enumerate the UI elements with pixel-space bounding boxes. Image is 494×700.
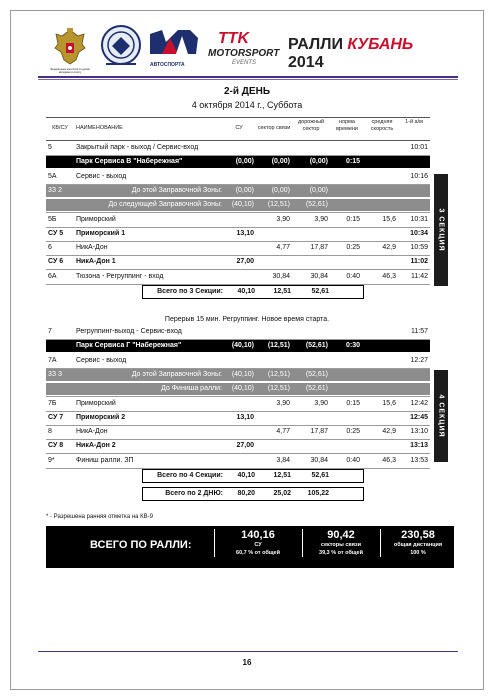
cell-speed: 46,3 [382, 272, 396, 280]
cell-speed: 42,9 [382, 428, 396, 436]
table-row [46, 398, 430, 410]
cell-road: (52,61) [305, 385, 328, 393]
cell-norm: 0:15 [346, 215, 360, 223]
cell-road: 105,22 [307, 490, 329, 498]
cell-kv: 7Б [48, 399, 57, 407]
col-name: НАИМЕНОВАНИЕ [76, 125, 123, 131]
cell-first: 13:53 [410, 456, 428, 464]
cell-kv: 5Б [48, 215, 57, 223]
cell-kv: 5А [48, 172, 57, 180]
cell-name: Парк Сервиса В "Набережная" [76, 158, 183, 166]
cell-first: 12:42 [410, 399, 428, 407]
cell-su: (40,10) [231, 342, 254, 350]
cell-road: 52,61 [311, 288, 329, 295]
grand-total-cell [380, 529, 455, 557]
col-speed: средняя скорость [370, 119, 394, 132]
cell-name: Закрытый парк - выход / Сервис-вход [76, 144, 199, 151]
col-su: СУ [235, 125, 243, 131]
table-row [46, 383, 430, 395]
cell-su: 27,00 [236, 442, 254, 450]
rally-logo-b: КУБАНЬ [347, 36, 414, 53]
cell-norm: 0:40 [346, 272, 360, 280]
rally-logo-a: РАЛЛИ [288, 36, 348, 53]
cell-link: 4,77 [276, 244, 290, 252]
cell-first: 13:10 [410, 428, 428, 436]
table-row [142, 469, 364, 483]
cell-su: 80,20 [237, 490, 255, 498]
col-kv: КВ/СУ [52, 125, 68, 131]
table-row [46, 256, 430, 268]
cell-link: 12,51 [273, 472, 291, 479]
cell-link: 12,51 [273, 288, 291, 295]
cell-name: Всего по 4 Секции: [157, 472, 223, 479]
cell-name: До этой Заправочной Зоны: [131, 370, 222, 378]
cell-road: 3,90 [314, 399, 328, 407]
kka-logo [148, 28, 200, 72]
cell-first: 10:16 [410, 172, 428, 180]
cell-name: До следующей Заправочной Зоны: [108, 201, 222, 209]
cell-su: 27,00 [236, 258, 254, 266]
grand-total-bar [46, 526, 454, 568]
cell-kv: 6А [48, 272, 57, 280]
cell-norm: 0:15 [345, 158, 360, 166]
cell-kv: СУ 6 [48, 258, 64, 266]
day-title: 2-й ДЕНЬ [223, 86, 271, 97]
table-row [46, 171, 430, 183]
grand-su-cell [214, 529, 301, 557]
day-date: 4 октября 2014 г., Суббота [191, 100, 303, 110]
table-row [46, 142, 430, 154]
cell-name: Всего по 2 ДНЮ: [165, 490, 223, 498]
cell-name: Финиш ралли. ЗП [76, 456, 134, 464]
cell-road: 17,87 [310, 244, 328, 252]
cell-name: Парк Сервиса Г "Набережная" [76, 342, 182, 350]
cell-su: 13,10 [236, 413, 254, 421]
org-caption: Федеральное агентство по делам молодёжи и спорту [50, 68, 90, 74]
cell-link: (12,51) [267, 342, 290, 350]
cell-link: 30,84 [272, 272, 290, 280]
cell-speed: 15,6 [382, 399, 396, 407]
cell-speed: 46,3 [382, 456, 396, 464]
header-divider [38, 76, 458, 78]
table-row [46, 326, 430, 338]
cell-name: Приморский 2 [76, 413, 126, 421]
grand-total-label: ВСЕГО ПО РАЛЛИ: [90, 539, 192, 551]
table-row [46, 199, 430, 211]
table-row [46, 185, 430, 197]
col-first: 1-й а/м [405, 119, 423, 125]
cell-su: 40,10 [237, 288, 255, 295]
table-row [46, 156, 430, 168]
ttk-motorsport-logo [208, 30, 278, 70]
header-divider-thin [38, 79, 458, 80]
table-row [46, 271, 430, 283]
cell-link: 4,77 [276, 428, 290, 436]
cell-name: Сервис - выход [76, 356, 127, 364]
cell-road: (0,00) [309, 186, 328, 194]
table-row [46, 228, 430, 240]
cell-kv: 5 [48, 144, 52, 151]
grand-link-caption: секторы связи [320, 542, 362, 548]
cell-name: До Финиша ралли: [161, 385, 222, 393]
cell-name: Сервис - выход [76, 172, 127, 180]
table-row [46, 455, 430, 467]
cell-kv: 9* [48, 456, 55, 464]
cell-kv: СУ 5 [48, 229, 64, 237]
cell-name: НикА-Дон [76, 428, 108, 436]
grand-link-cell [302, 529, 379, 557]
cell-name: НикА-Дон 2 [76, 442, 116, 450]
table-row [46, 340, 430, 352]
cell-kv: СУ 8 [48, 442, 64, 450]
ttk-logo-text: TTK [218, 30, 250, 47]
cell-name: НикА-Дон [76, 244, 108, 252]
cell-name: Регруппинг-выход - Сервис-вход [76, 328, 182, 335]
cell-first: 10:34 [410, 229, 428, 237]
cell-road: (52,61) [305, 370, 328, 378]
rsv-caption: АВТОСПОРТА [150, 62, 185, 68]
cell-name: НикА-Дон 1 [76, 258, 116, 266]
cell-link: 3,90 [276, 399, 290, 407]
cell-first: 13:13 [410, 442, 428, 450]
cell-name: До этой Заправочной Зоны: [131, 186, 222, 194]
grand-link-pct: 39,3 % от общей [319, 550, 363, 556]
cell-first: 11:02 [410, 258, 428, 266]
cell-kv: 6 [48, 244, 52, 252]
cell-norm: 0:25 [346, 428, 360, 436]
cell-first: 12:27 [410, 356, 428, 364]
cell-su: 13,10 [236, 229, 254, 237]
cell-kv: 7 [48, 328, 52, 335]
table-row [142, 285, 364, 299]
cell-link: 3,84 [276, 456, 290, 464]
grand-link-value: 90,42 [327, 529, 355, 541]
page-number: 16 [242, 658, 252, 667]
cell-speed: 42,9 [382, 244, 396, 252]
footnote: * - Разрешена ранняя отметка на КВ-9 [46, 514, 153, 520]
cell-road: 17,87 [310, 428, 328, 436]
raf-emblem-logo [100, 24, 142, 70]
cell-kv: 3З 3 [48, 370, 62, 378]
table-row [142, 487, 364, 501]
table-row [46, 369, 430, 381]
table-row [46, 426, 430, 438]
cell-road: 30,84 [310, 272, 328, 280]
col-link: сектор связи [257, 125, 291, 131]
cell-name: Приморский 1 [76, 229, 126, 237]
section-4-label: 4 СЕКЦИЯ [434, 370, 448, 462]
cell-link: (0,00) [271, 158, 290, 166]
logo-strip [48, 22, 448, 82]
cell-link: 3,90 [276, 215, 290, 223]
cell-link: (12,51) [267, 385, 290, 393]
cell-road: (52,61) [305, 201, 328, 209]
cell-first: 11:57 [411, 328, 428, 335]
table-row [46, 214, 430, 226]
cell-first: 11:42 [411, 272, 428, 280]
cell-kv: 7А [48, 356, 57, 364]
cell-su: (0,00) [235, 158, 254, 166]
cell-name: Тюзона - Регруппинг - вход [76, 272, 164, 280]
grand-su-caption: СУ [254, 542, 262, 548]
cell-first: 10:59 [410, 244, 428, 252]
cell-su: 40,10 [237, 472, 255, 479]
cell-link: 25,02 [273, 490, 291, 498]
table-row [46, 355, 430, 367]
grand-su-value: 140,16 [241, 529, 275, 541]
rally-logo-c: 2014 [288, 54, 324, 71]
grand-total-pct: 100 % [410, 550, 426, 556]
cell-first: 10:01 [410, 144, 428, 151]
section-3-label: 3 СЕКЦИЯ [434, 174, 448, 286]
cell-link: (12,51) [267, 201, 290, 209]
footer-divider [38, 651, 458, 652]
ttk-motorsport-text: MOTORSPORT [208, 48, 280, 59]
cell-road: 52,61 [311, 472, 329, 479]
cell-road: (0,00) [309, 158, 328, 166]
cell-su: (0,00) [235, 186, 254, 194]
cell-road: 30,84 [310, 456, 328, 464]
cell-kv: 8 [48, 428, 52, 436]
cell-name: Приморский [76, 215, 116, 223]
cell-norm: 0:25 [346, 244, 360, 252]
col-road: дорожный сектор [297, 119, 325, 132]
cell-road: (52,61) [305, 342, 328, 350]
cell-norm: 0:30 [345, 342, 360, 350]
grand-total-value: 230,58 [401, 529, 435, 541]
cell-kv: СУ 7 [48, 413, 64, 421]
coat-of-arms-logo [50, 26, 90, 74]
ttk-events-text: EVENTS [232, 60, 257, 66]
cell-su: (40,10) [231, 370, 254, 378]
cell-name: Приморский [76, 399, 116, 407]
cell-first: 10:31 [410, 215, 428, 223]
grand-su-pct: 60,7 % от общей [236, 550, 280, 556]
rally-kuban-logo [288, 36, 450, 71]
col-norm: норма времени [336, 119, 358, 132]
regroup-note: Перерыв 15 мин. Регруппинг. Новое время старта. [164, 316, 330, 323]
table-row [46, 242, 430, 254]
table-row [46, 412, 430, 424]
cell-kv: 3З 2 [48, 186, 62, 194]
cell-first: 12:45 [410, 413, 428, 421]
cell-su: (40,10) [231, 385, 254, 393]
cell-name: Всего по 3 Секции: [157, 288, 223, 295]
grand-total-caption: общая дистанция [393, 542, 443, 548]
cell-link: (0,00) [271, 186, 290, 194]
cell-link: (12,51) [267, 370, 290, 378]
cell-speed: 15,6 [382, 215, 396, 223]
cell-su: (40,10) [231, 201, 254, 209]
cell-norm: 0:40 [346, 456, 360, 464]
table-row [46, 440, 430, 452]
cell-road: 3,90 [314, 215, 328, 223]
cell-norm: 0:15 [346, 399, 360, 407]
